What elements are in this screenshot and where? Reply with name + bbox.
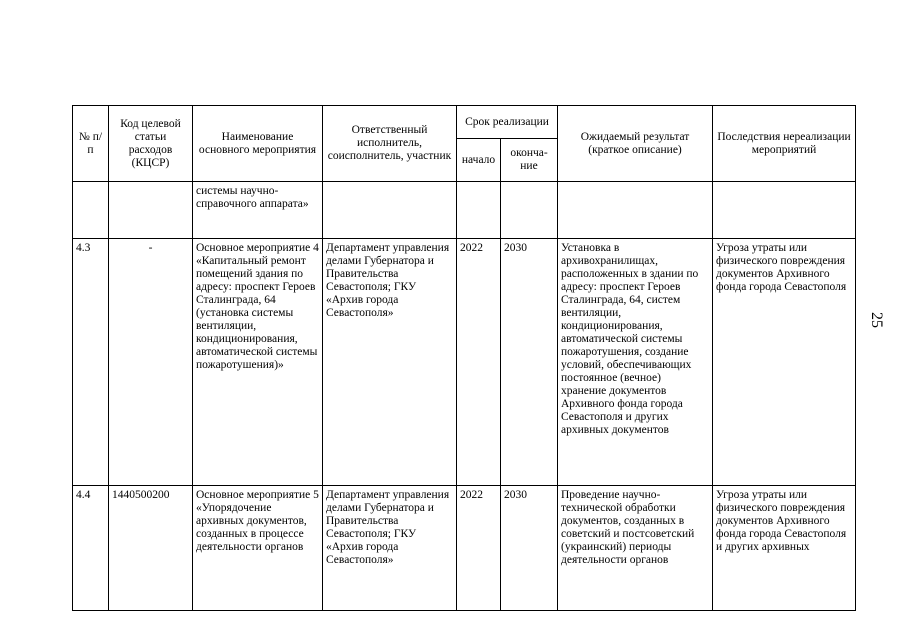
cell-start: 2022 xyxy=(457,486,501,611)
header-num: № п/п xyxy=(73,106,109,182)
header-name: Наименование основного мероприятия xyxy=(193,106,323,182)
cell-result: Установка в архивохранилищах, расположенных в здании по адресу: проспект Героев Сталинграда, 64, систем вентиляции, кондиционирования, автоматической системы пожаротушения, создание условий, обеспечивающих постоянное (вечное) хранение документов Архивного фонда города Севастополя и других архивных документов xyxy=(558,239,713,486)
cell-result: Проведение научно-технической обработки документов, созданных в советский и постсоветский (украинский) периоды деятельности органов xyxy=(558,486,713,611)
cell-code xyxy=(109,182,193,239)
cell-end xyxy=(501,182,558,239)
cell-name: системы научно-справочного аппарата» xyxy=(193,182,323,239)
header-responsible: Ответственный исполнитель, соисполнитель, участник xyxy=(323,106,457,182)
activities-table xyxy=(72,105,856,611)
cell-consequences: Угроза утраты или физического повреждения документов Архивного фонда города Севастополя и других архивных xyxy=(713,486,856,611)
header-start: начало xyxy=(457,139,501,182)
cell-result xyxy=(558,182,713,239)
cell-num: 4.4 xyxy=(73,486,109,611)
table-row xyxy=(73,486,856,611)
table-row xyxy=(73,239,856,486)
header-consequences: Последствия нереализации мероприятий xyxy=(713,106,856,182)
cell-consequences: Угроза утраты или физического повреждения документов Архивного фонда города Севастополя xyxy=(713,239,856,486)
cell-num: 4.3 xyxy=(73,239,109,486)
header-result: Ожидаемый результат (краткое описание) xyxy=(558,106,713,182)
cell-start xyxy=(457,182,501,239)
header-period: Срок реализации xyxy=(457,106,558,139)
cell-name: Основное мероприятие 4 «Капитальный ремонт помещений здания по адресу: проспект Героев Сталинграда, 64 (установка системы вентиляции, кондиционирования, автоматической системы пожаротушения)» xyxy=(193,239,323,486)
header-end: оконча-ние xyxy=(501,139,558,182)
page-number: 25 xyxy=(868,312,885,328)
cell-code: 1440500200 xyxy=(109,486,193,611)
cell-end: 2030 xyxy=(501,239,558,486)
header-row-top xyxy=(73,106,856,139)
header-code: Код целевой статьи расходов (КЦСР) xyxy=(109,106,193,182)
cell-responsible: Департамент управления делами Губернатора и Правительства Севастополя; ГКУ «Архив города Севастополя» xyxy=(323,486,457,611)
cell-num xyxy=(73,182,109,239)
cell-code: - xyxy=(109,239,193,486)
cell-end: 2030 xyxy=(501,486,558,611)
cell-start: 2022 xyxy=(457,239,501,486)
cell-name: Основное мероприятие 5 «Упорядочение архивных документов, созданных в процессе деятельности органов xyxy=(193,486,323,611)
cell-consequences xyxy=(713,182,856,239)
cell-responsible xyxy=(323,182,457,239)
table-row-continuation xyxy=(73,182,856,239)
cell-responsible: Департамент управления делами Губернатора и Правительства Севастополя; ГКУ «Архив города Севастополя» xyxy=(323,239,457,486)
